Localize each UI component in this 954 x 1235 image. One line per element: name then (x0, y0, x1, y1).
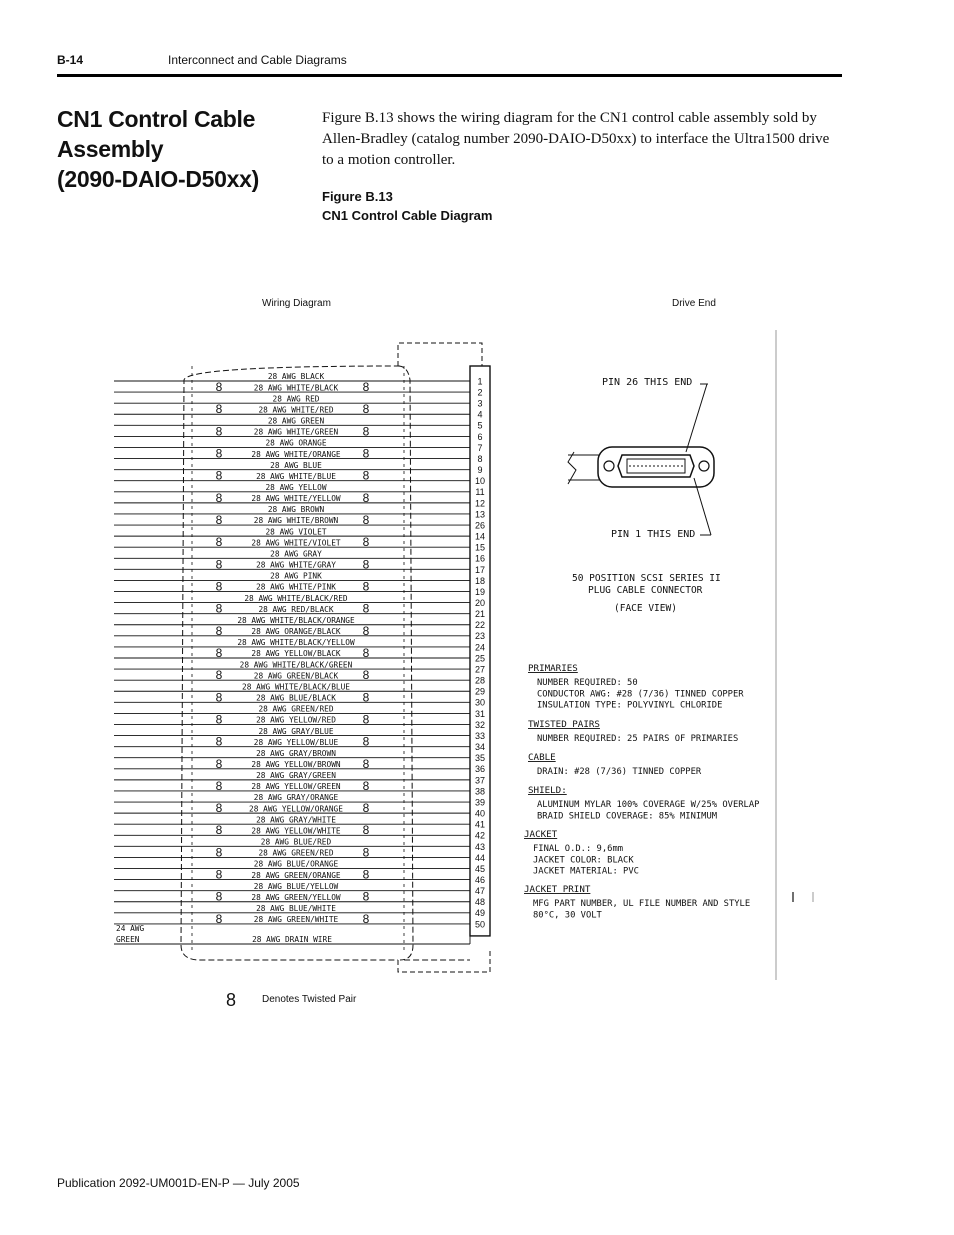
pin-number: 10 (474, 476, 486, 487)
spec-line: NUMBER REQUIRED: 50 (537, 678, 638, 688)
wire-label: 28 AWG WHITE/BLACK/BLUE (242, 682, 350, 692)
twisted-pair-legend: Denotes Twisted Pair (262, 994, 357, 1005)
twisted-pair-mark: 8 (362, 712, 370, 727)
twisted-pair-mark: 8 (362, 535, 370, 550)
pin-number: 39 (474, 797, 486, 808)
wire-label: 28 AWG GRAY/ORANGE (253, 793, 339, 803)
twisted-pair-mark: 8 (362, 867, 370, 882)
wire-label: 28 AWG GRAY (270, 549, 322, 559)
twisted-pair-mark: 8 (215, 424, 223, 439)
pin-number: 7 (477, 442, 483, 453)
wire-label: 28 AWG GREEN/RED (258, 848, 334, 858)
connector-description (572, 573, 721, 615)
twisted-pair-mark: 8 (215, 579, 223, 594)
connector-pin-field (627, 459, 685, 473)
wire-label: 28 AWG WHITE/BLACK/RED (244, 593, 348, 603)
pin-number: 42 (474, 830, 486, 841)
twisted-pair-mark: 8 (362, 756, 370, 771)
shield-outline-right (398, 366, 470, 960)
wire-label: 28 AWG WHITE/VIOLET (251, 538, 341, 548)
wiring-diagram-caption: Wiring Diagram (262, 298, 331, 309)
twisted-pair-mark: 8 (362, 734, 370, 749)
pin-number: 18 (474, 575, 486, 586)
twisted-pair-mark: 8 (362, 668, 370, 683)
pin-number: 30 (474, 697, 486, 708)
twisted-pair-mark: 8 (215, 402, 223, 417)
spec-line: ALUMINUM MYLAR 100% COVERAGE W/25% OVERLAP (537, 800, 760, 810)
wire-label: 28 AWG WHITE/BLACK/GREEN (239, 660, 353, 670)
wire-label: 28 AWG WHITE/BLACK/YELLOW (237, 638, 355, 648)
twisted-pair-mark: 8 (215, 734, 223, 749)
spec-line: MFG PART NUMBER, UL FILE NUMBER AND STYLE (533, 899, 751, 909)
twisted-pair-mark: 8 (215, 889, 223, 904)
drain-left-label: GREEN (116, 935, 140, 944)
drain-wire-label: 28 AWG DRAIN WIRE (252, 935, 332, 944)
wire-label: 28 AWG YELLOW/RED (256, 715, 336, 725)
pin-number: 50 (474, 919, 486, 930)
pin-number: 49 (474, 908, 486, 919)
pin-number: 19 (474, 586, 486, 597)
pin-number: 14 (474, 531, 486, 542)
twisted-pair-mark: 8 (362, 513, 370, 527)
wire-label: 28 AWG GRAY/BROWN (256, 748, 336, 758)
pin-number: 28 (474, 675, 486, 686)
shield-top-bracket (398, 343, 482, 366)
twisted-pair-mark: 8 (362, 690, 370, 705)
wire-label: 28 AWG YELLOW/ORANGE (249, 804, 343, 814)
twisted-pair-mark: 8 (215, 911, 223, 926)
figure-title: CN1 Control Cable Diagram (322, 208, 493, 223)
pin-number: 3 (477, 398, 483, 409)
pin-number: 41 (474, 819, 486, 830)
spec-line: BRAID SHIELD COVERAGE: 85% MINIMUM (537, 811, 718, 822)
twisted-pair-mark: 8 (215, 712, 223, 727)
wire-label: 28 AWG GRAY/BLUE (258, 726, 334, 736)
spec-heading: JACKET PRINT (524, 884, 591, 895)
spec-heading: SHIELD: (528, 785, 567, 796)
spec-heading: TWISTED PAIRS (528, 719, 600, 730)
drive-end-caption: Drive End (672, 298, 716, 309)
wire-label: 28 AWG YELLOW/BLACK (251, 649, 341, 659)
pin-number: 13 (474, 509, 486, 520)
wire-label: 28 AWG GREEN/RED (258, 704, 334, 714)
pin26-leader (686, 384, 707, 452)
pin-number: 38 (474, 786, 486, 797)
wire-label: 28 AWG GRAY/GREEN (256, 771, 336, 781)
pin-number: 20 (474, 598, 486, 608)
twisted-pair-mark: 8 (215, 446, 223, 461)
wire-label: 28 AWG WHITE/GREEN (253, 427, 339, 437)
pin-number: 47 (474, 886, 486, 897)
wire-label: 28 AWG GREEN (267, 416, 325, 426)
wire-label: 28 AWG WHITE/YELLOW (251, 494, 341, 504)
pin-number: 11 (475, 487, 485, 498)
pin-number: 1 (477, 376, 483, 387)
pin-number: 6 (477, 431, 483, 442)
twisted-pair-mark: 8 (362, 778, 370, 793)
page-number: B-14 (57, 53, 84, 67)
twisted-pair-mark: 8 (362, 446, 370, 461)
pin-number: 46 (474, 875, 486, 885)
connector-desc-line: 50 POSITION SCSI SERIES II (572, 573, 721, 584)
pin-number: 8 (477, 453, 483, 464)
running-header: Interconnect and Cable Diagrams (168, 53, 347, 67)
twisted-pair-mark: 8 (215, 690, 223, 705)
pin-number: 43 (474, 841, 486, 852)
twisted-pair-mark: 8 (215, 380, 223, 395)
wire-label: 28 AWG ORANGE (265, 438, 327, 448)
spec-heading: JACKET (524, 829, 558, 840)
twisted-pair-mark: 8 (362, 579, 370, 594)
pin-number: 27 (474, 664, 486, 675)
wire-label: 28 AWG VIOLET (265, 527, 327, 537)
spec-heading: CABLE (528, 752, 556, 763)
wire-label: 28 AWG WHITE/BLACK (253, 383, 339, 393)
wire-label: 28 AWG WHITE/PINK (256, 582, 336, 592)
twisted-pair-mark: 8 (362, 889, 370, 904)
spec-line: 80°C, 30 VOLT (533, 910, 602, 921)
twisted-pair-mark: 8 (362, 380, 370, 395)
twisted-pair-mark: 8 (215, 513, 223, 527)
pin-number: 34 (474, 742, 486, 753)
pin-number: 15 (474, 542, 486, 553)
cable-break-mark (568, 452, 576, 484)
twisted-pair-mark: 8 (215, 845, 223, 860)
pin-number: 36 (474, 764, 486, 775)
cable-specifications (524, 663, 759, 920)
twisted-pair-mark: 8 (215, 645, 223, 660)
twisted-pair-mark: 8 (215, 756, 223, 771)
shield-bottom-bracket (398, 950, 490, 972)
pin-number: 4 (477, 409, 483, 420)
wire-label: 28 AWG GRAY/WHITE (256, 815, 336, 825)
pin-number: 9 (477, 465, 483, 476)
wire-label: 28 AWG YELLOW/BLUE (253, 737, 339, 747)
wire-label: 28 AWG YELLOW (265, 483, 327, 492)
wire-label: 28 AWG GREEN/BLACK (253, 671, 339, 681)
pin-number: 33 (474, 730, 486, 741)
wire-label: 28 AWG BLACK (267, 372, 325, 382)
twisted-pair-mark: 8 (362, 823, 370, 838)
twisted-pair-mark: 8 (362, 402, 370, 417)
wire-label: 28 AWG BLUE (270, 460, 322, 470)
wire-label: 28 AWG BLUE/ORANGE (253, 859, 339, 869)
pin-number: 17 (474, 564, 486, 575)
twisted-pair-mark: 8 (215, 468, 223, 483)
figure-number: Figure B.13 (322, 189, 393, 204)
twisted-pair-mark: 8 (215, 823, 223, 838)
section-title-line: CN1 Control Cable (57, 106, 256, 132)
wire-label: 28 AWG BLUE/WHITE (256, 904, 336, 914)
connector-screw-right (699, 461, 709, 471)
pin-number: 25 (474, 653, 486, 664)
twisted-pair-symbol: 8 (226, 990, 237, 1010)
intro-paragraph: Figure B.13 shows the wiring diagram for the CN1 control cable assembly sold by Allen-Bradley (catalog number 2090-DAIO-D50xx) to interface the Ultra1500 drive to a motion controller. (322, 110, 830, 168)
pin26-label: PIN 26 THIS END (602, 377, 693, 388)
spec-line: INSULATION TYPE: POLYVINYL CHLORIDE (537, 700, 723, 711)
pin-number: 26 (474, 520, 486, 531)
drain-left-label: 24 AWG (116, 924, 145, 933)
spec-line: FINAL O.D.: 9,6mm (533, 844, 624, 854)
connector-body (598, 447, 714, 487)
connector-desc-line: (FACE VIEW) (614, 603, 677, 614)
twisted-pair-mark: 8 (362, 623, 370, 638)
spec-line: JACKET MATERIAL: PVC (533, 866, 639, 877)
wire-label: 28 AWG GREEN/WHITE (253, 915, 339, 925)
drive-end-connector (568, 330, 813, 980)
spec-heading: PRIMARIES (528, 663, 578, 674)
twisted-pair-mark: 8 (362, 845, 370, 860)
pin-number: 22 (474, 620, 486, 631)
wire-label: 28 AWG GREEN/YELLOW (251, 892, 341, 902)
pin-number: 21 (474, 609, 486, 620)
pin-number: 16 (474, 553, 486, 564)
pin-number: 12 (474, 498, 486, 509)
wire-label: 28 AWG WHITE/ORANGE (251, 449, 341, 459)
spec-line: DRAIN: #28 (7/36) TINNED COPPER (537, 767, 702, 777)
twisted-pair-mark: 8 (215, 535, 223, 550)
pin-number: 45 (474, 863, 486, 874)
wire-label: 28 AWG BLUE/BLACK (256, 693, 336, 703)
twisted-pair-mark: 8 (362, 801, 370, 816)
section-title-line: Assembly (57, 136, 164, 162)
pin-number: 40 (474, 808, 486, 819)
twisted-pair-mark: 8 (215, 668, 223, 683)
twisted-pair-mark: 8 (215, 778, 223, 793)
pin-number: 37 (474, 775, 486, 786)
twisted-pair-mark: 8 (215, 601, 223, 616)
wire-label: 28 AWG BROWN (267, 505, 325, 515)
twisted-pair-mark: 8 (215, 867, 223, 882)
wire-label: 28 AWG WHITE/BLACK/ORANGE (237, 615, 355, 625)
pin1-label: PIN 1 THIS END (611, 529, 696, 540)
wire-label: 28 AWG WHITE/BLUE (256, 471, 336, 481)
wire-label: 28 AWG ORANGE/BLACK (251, 627, 341, 637)
twisted-pair-mark: 8 (362, 557, 370, 572)
pin-number: 24 (474, 642, 486, 653)
connector-screw-left (604, 461, 614, 471)
twisted-pair-mark: 8 (215, 623, 223, 638)
section-title-line: (2090-DAIO-D50xx) (57, 166, 259, 192)
pin-number: 2 (477, 387, 483, 398)
wire-label: 28 AWG BLUE/RED (260, 837, 332, 847)
twisted-pair-mark: 8 (215, 490, 223, 505)
wire-label: 28 AWG WHITE/GRAY (256, 560, 336, 570)
pin-number: 32 (474, 719, 486, 730)
twisted-pair-mark: 8 (215, 557, 223, 572)
twisted-pair-mark: 8 (362, 490, 370, 505)
spec-line: NUMBER REQUIRED: 25 PAIRS OF PRIMARIES (537, 734, 739, 744)
wire-label: 28 AWG GREEN/ORANGE (251, 870, 341, 880)
wire-label: 28 AWG YELLOW/GREEN (251, 782, 341, 792)
spec-line: JACKET COLOR: BLACK (533, 855, 634, 866)
pin-number: 5 (477, 420, 483, 431)
twisted-pair-mark: 8 (362, 601, 370, 616)
wiring-diagram (114, 343, 490, 972)
pin-number: 48 (474, 897, 486, 908)
wire-label: 28 AWG WHITE/BROWN (253, 516, 339, 526)
twisted-pair-mark: 8 (362, 911, 370, 926)
wire-label: 28 AWG BLUE/YELLOW (253, 881, 339, 891)
spec-line: CONDUCTOR AWG: #28 (7/36) TINNED COPPER (537, 689, 744, 700)
twisted-pair-mark: 8 (215, 801, 223, 816)
wire-label: 28 AWG PINK (270, 571, 322, 581)
pin-number: 44 (474, 852, 486, 863)
twisted-pair-mark: 8 (362, 424, 370, 439)
connector-desc-line: PLUG CABLE CONNECTOR (588, 585, 703, 596)
pin-number: 23 (474, 631, 486, 642)
pin-number: 35 (474, 753, 486, 764)
wire-label: 28 AWG YELLOW/BROWN (251, 760, 341, 769)
wire-label: 28 AWG RED/BLACK (258, 604, 334, 614)
publication-footer: Publication 2092-UM001D-EN-P — July 2005 (57, 1176, 300, 1190)
wire-label: 28 AWG RED (272, 394, 320, 404)
wire-label: 28 AWG WHITE/RED (258, 405, 334, 415)
twisted-pair-mark: 8 (362, 468, 370, 483)
pin-number: 29 (474, 686, 486, 697)
wire-label: 28 AWG YELLOW/WHITE (251, 826, 341, 836)
twisted-pair-mark: 8 (362, 645, 370, 660)
pin-number: 31 (474, 708, 486, 719)
